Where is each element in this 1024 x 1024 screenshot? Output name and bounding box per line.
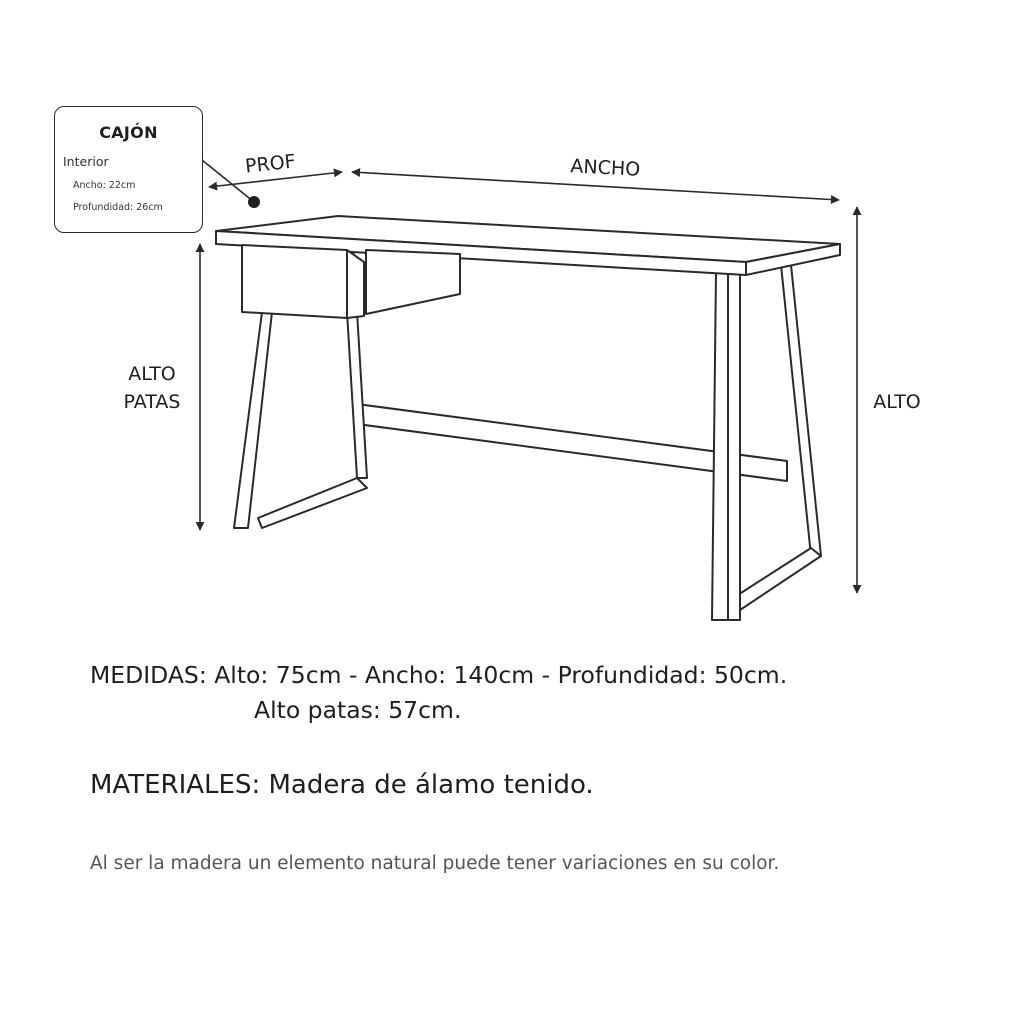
leg-height-label-line1: ALTO (128, 363, 176, 385)
measurements-line-2: Alto patas: 57cm. (254, 696, 462, 724)
drawer-info-card (54, 106, 203, 233)
measurements-block (90, 658, 787, 728)
drawer-leader-dot (248, 196, 260, 208)
wood-variation-note: Al ser la madera un elemento natural puede tener variaciones en su color. (90, 853, 780, 874)
materials-text: MATERIALES: Madera de álamo tenido. (90, 770, 594, 800)
front-right-leg (712, 272, 740, 620)
drawer-card-depth: Profundidad: 26cm (73, 202, 163, 213)
height-label: ALTO (873, 391, 921, 413)
drawer-card-title: CAJÓN (99, 123, 158, 142)
depth-label: PROF (244, 150, 297, 178)
width-label: ANCHO (569, 155, 641, 181)
drawer-card-subtitle: Interior (63, 154, 109, 169)
front-left-leg (234, 312, 272, 528)
drawer-front (242, 245, 364, 318)
rear-right-leg (730, 265, 821, 610)
leg-height-label-line2: PATAS (123, 391, 181, 413)
measurements-line-1: MEDIDAS: Alto: 75cm - Ancho: 140cm - Profundidad: 50cm. (90, 661, 788, 689)
drawer-back (366, 250, 460, 314)
drawer-card-width: Ancho: 22cm (73, 180, 136, 191)
